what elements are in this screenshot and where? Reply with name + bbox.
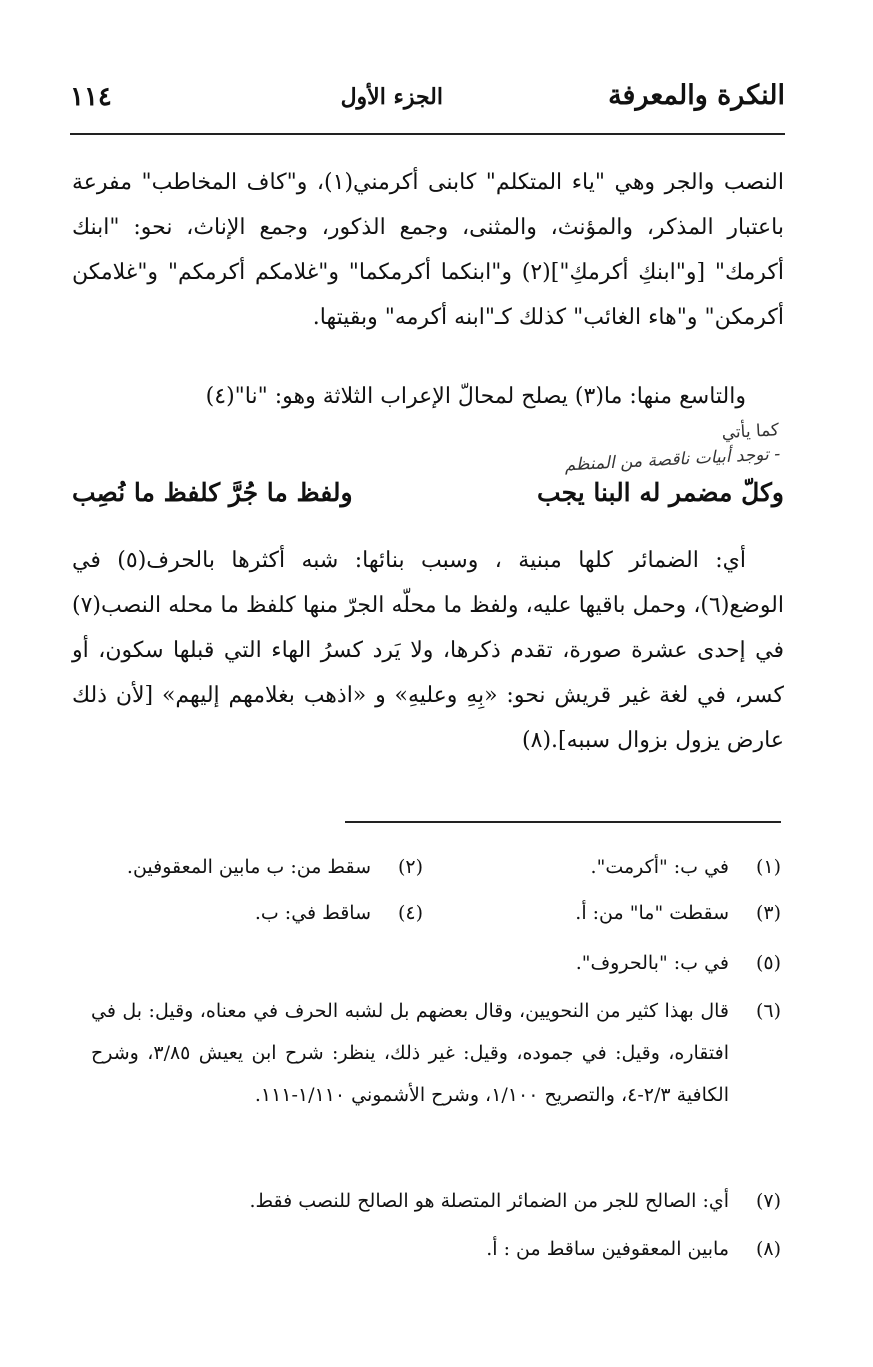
footnote-item [255, 892, 423, 934]
footnote-item [486, 1228, 781, 1270]
main-text [72, 0, 784, 820]
footnote-item [575, 892, 781, 934]
footnote-number: (٨) [755, 1238, 781, 1260]
footnote-item [91, 990, 781, 1166]
footnote-item [591, 846, 781, 888]
footnote-divider [345, 821, 781, 823]
footnote-text: سقط من: ب مابين المعقوفين. [126, 856, 371, 878]
footnote-text: في ب: "بالحروف". [575, 952, 729, 974]
verse-first-hemistich: وكلّ مضمر له البنا يجب [537, 478, 784, 507]
handwritten-note-line-2: - توجد أبيات ناقصة من المنظم [564, 444, 781, 476]
paragraph-2: والتاسع منها: ما(٣) يصلح لمحالّ الإعراب الثلاثة وهو: "نا"(٤) [205, 384, 746, 409]
page-number: ١١٤ [70, 82, 112, 112]
paragraph-3: أي: الضمائر كلها مبنية ، وسبب بنائها: شبه أكثرها بالحرف(٥) في الوضع(٦)، وحمل باقيها عليه، ولفظ ما محلّه الجرّ منها كلفظ ما محله النصب(٧) في إحدى عشرة صورة، تقدم ذكرها، ولا يَرد كسرُ الهاء التي قبلها سكون، أو كسر، في لغة غير قريش نحو: «بِهِ وعليهِ» و «اذهب بغلامهم إليهم» [لأن ذلك عارض يزول بزوال سببه].(٨) [72, 548, 784, 753]
footnote-number: (١) [755, 856, 781, 878]
footnote-item [249, 1180, 781, 1222]
footnote-number: (٦) [755, 1000, 781, 1022]
footnote-text: أي: الصالح للجر من الضمائر المتصلة هو الصالح للنصب فقط. [249, 1190, 729, 1212]
footnote-number: (٥) [755, 952, 781, 974]
footnote-item [576, 942, 781, 984]
paragraph-1: النصب والجر وهي "ياء المتكلم" كابنى أكرمني(١)، و"كاف المخاطب" مفرعة باعتبار المذكر، والمؤنث، والمثنى، وجمع الذكور، وجمع الإناث، نحو: "ابنك أكرمك" [و"ابنكِ أكرمكِ"](٢) و"ابنكما أكرمكما" و"غلامكم أكرمكم" و"غلامكن أكرمكن" و"هاء الغائب" كذلك كـ"ابنه أكرمه" وبقيتها. [72, 170, 784, 330]
footnote-text: مابين المعقوفين ساقط من : أ. [486, 1238, 729, 1260]
verse-line [72, 478, 784, 522]
footnote-number: (٢) [397, 856, 423, 878]
footnote-text: في ب: "أكرمت". [590, 856, 729, 878]
footnote-number: (٧) [755, 1190, 781, 1212]
footnote-text: ساقط في: ب. [254, 902, 371, 924]
footnote-number: (٤) [397, 902, 423, 924]
volume-label: الجزء الأول [340, 84, 443, 110]
footnote-item [127, 846, 423, 888]
footnote-text: قال بهذا كثير من النحويين، وقال بعضهم بل لشبه الحرف في معناه، وقيل: بل في افتقاره، وقيل: في جموده، وقيل: غير ذلك، ينظر: شرح ابن يعيش ٣/٨٥، وشرح الكافية ٢/٣-٤، والتصريح ١/١٠٠، وشرح الأشموني ١/١١٠-١١١. [91, 1000, 730, 1106]
chapter-title: النكرة والمعرفة [608, 80, 785, 111]
verse-second-hemistich: ولفظ ما جُرَّ كلفظ ما نُصِب [72, 478, 353, 507]
footnote-text: سقطت "ما" من: أ. [575, 902, 729, 924]
handwritten-note-line-1: كما يأتي [721, 420, 780, 444]
footnote-number: (٣) [755, 902, 781, 924]
